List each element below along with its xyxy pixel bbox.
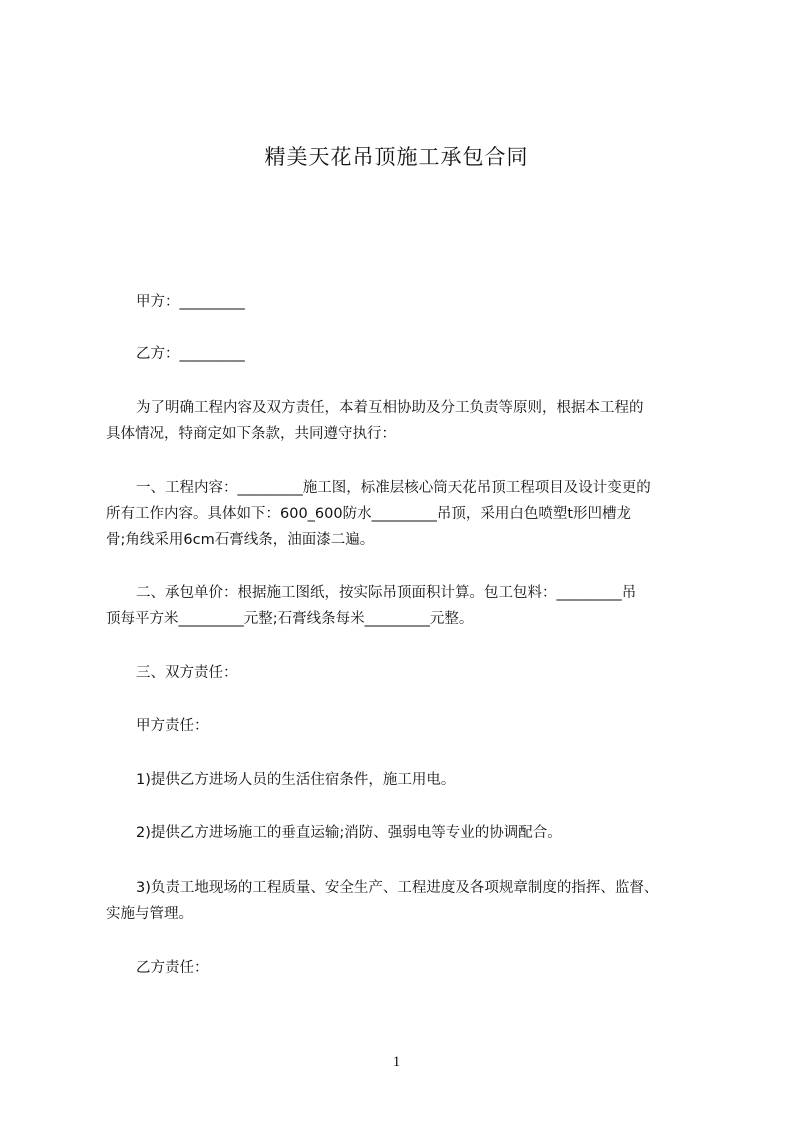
- section-1-line-2: 所有工作内容。具体如下：600_600防水_________吊顶，采用白色喷塑t形凹槽龙: [106, 506, 632, 522]
- intro-line-2: 具体情况，特商定如下条款，共同遵守执行：: [106, 426, 396, 442]
- document-title: 精美天花吊顶施工承包合同: [264, 145, 529, 169]
- party-b-line: 乙方：_________: [136, 346, 245, 362]
- section-2-line-1: 二、承包单价：根据施工图纸，按实际吊顶面积计算。包工包料：_________吊: [136, 585, 637, 601]
- party-a-duties-heading: 甲方责任：: [136, 718, 209, 734]
- intro-paragraph: [106, 395, 706, 447]
- party-a-duty-2: 2)提供乙方进场施工的垂直运输;消防、强弱电等专业的协调配合。: [136, 825, 562, 841]
- party-a-duty-3: [106, 875, 706, 927]
- section-1-paragraph: [106, 475, 706, 553]
- section-1-line-1: 一、工程内容：_________施工图，标准层核心筒天花吊顶工程项目及设计变更的: [136, 480, 651, 496]
- page-number: 1: [392, 1054, 401, 1070]
- section-2-line-2: 顶每平方米_________元整;石膏线条每米_________元整。: [106, 611, 474, 627]
- party-a-duty-1: 1)提供乙方进场人员的生活住宿条件，施工用电。: [136, 772, 456, 788]
- party-a-line: 甲方：_________: [136, 294, 245, 310]
- party-b-duties-heading: 乙方责任：: [136, 960, 209, 976]
- intro-line-1: 为了明确工程内容及双方责任，本着互相协助及分工负责等原则，根据本工程的: [136, 400, 644, 416]
- duty-3-line-2: 实施与管理。: [106, 906, 193, 922]
- section-1-line-3: 骨;角线采用6cm石膏线条，油面漆二遍。: [106, 532, 375, 548]
- section-3-heading: 三、双方责任：: [136, 665, 238, 681]
- duty-3-line-1: 3)负责工地现场的工程质量、安全生产、工程进度及各项规章制度的指挥、监督、: [136, 880, 659, 896]
- section-2-paragraph: [106, 580, 706, 632]
